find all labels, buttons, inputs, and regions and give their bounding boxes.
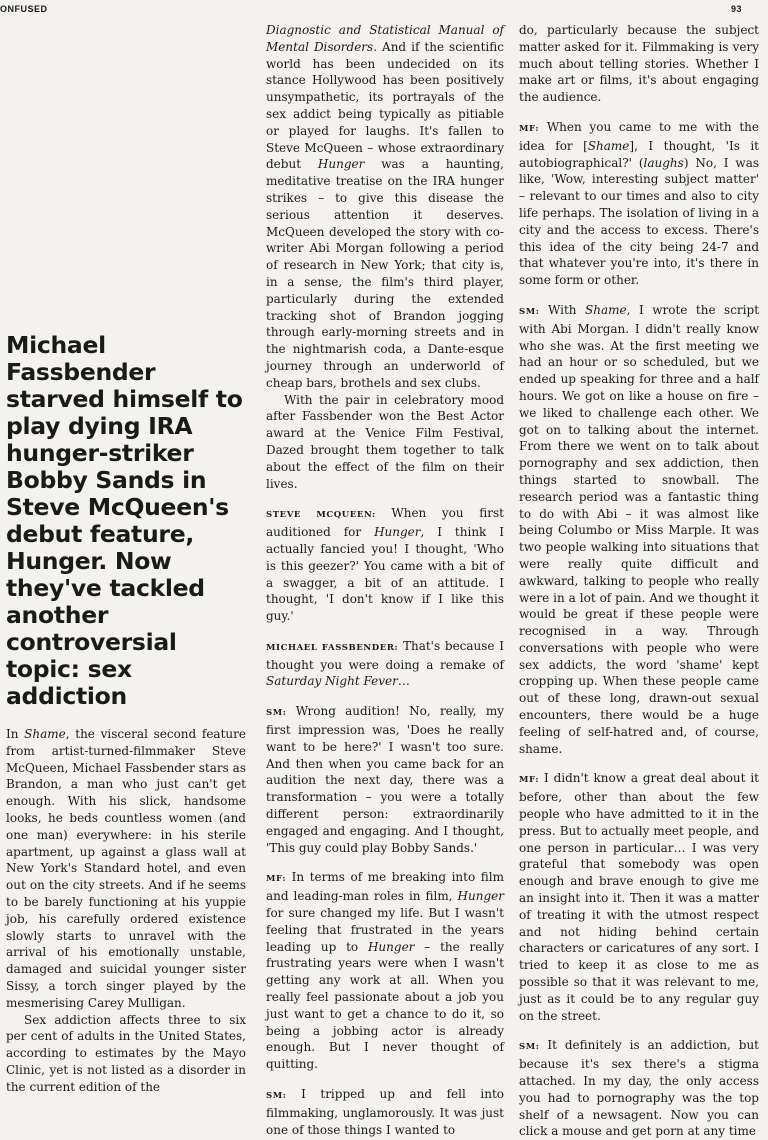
speaker-label: MF: [519, 123, 540, 134]
interview-answer: MICHAEL FASSBENDER: That's because I thought you were doing a remake of Saturday Night Fever… [266, 638, 505, 689]
speaker-label: SM: [266, 708, 287, 719]
body-paragraph: Diagnostic and Statistical Manual of Mental Disorders. And if the scientific world has been undecided on its stance Hollywood has been positively unsympathetic, its portrayals of the sex addict being typically as pitiable or played for laughs. It's fallen to Steve McQueen – whose extraordinary debut Hunger was a haunting, meditative treatise on the IRA hunger strikes – to give this disease the serious attention it deserves. McQueen developed the story with co-writer Abi Morgan following a period of research in New York; that city is, in a sense, the film's third player, particularly during the extended tracking shot of Brandon jogging through early-morning streets and in the nightmarish coda, a Dante-esque journey through an underworld of cheap bars, brothels and sex clubs. [266, 23, 504, 390]
speaker-label: STEVE MCQUEEN: [266, 510, 376, 521]
speaker-label: SM: [519, 306, 540, 317]
interview-answer: MF: When you came to me with the idea for [Shame], I thought, 'Is it autobiographical?' (laughs) No, I was like, 'Wow, interesting subject matter' – relevant to our times and also to city life perhaps. The isolation of living in a city and the access to excess. There's this idea of the city being 24-7 and that whatever you're into, it's there in some form or other. [519, 119, 759, 288]
interview-answer: SM: With Shame, I wrote the script with Abi Morgan. I didn't really know who she was. At the first meeting we had an hour or so scheduled, but we ended up speaking for three and a half hours. We got on like a house on fire – we liked to challenge each other. We got on to talking about the internet. From there we went on to talk about pornography and sex addiction, then things started to snowball. The research period was a fantastic thing to do with Abi – it was almost like being Columbo or Miss Marple. It was two people walking into situations that were really quite difficult and awkward, talking to people who really were in a lot of pain. And we thought it would be great if these people were recognised in a way. Through conversations with people who were sex addicts, the word 'shame' kept cropping up. When these people came out of these long, drawn-out sexual encounters, there would be a huge feeling of self-hatred and, of course, shame. [519, 302, 760, 756]
interview-answer: STEVE MCQUEEN: When you first auditioned for Hunger, I think I actually fancied you! I thought, 'Who is this geezer?' You came with a bit of a swagger, a bit of an attitude. I thought, 'I don't know if I like this guy.' [266, 506, 504, 624]
body-paragraph: do, particularly because the subject matter asked for it. Filmmaking is very much about telling stories. Whether I make art or films, it's about engaging the audience. [519, 23, 759, 105]
speaker-label: MF: [519, 775, 540, 786]
column-2 [266, 22, 504, 1138]
column-1 [6, 332, 246, 1096]
interview-answer: MF: I didn't know a great deal about it before, other than about the few people who have admitted to it in the press. But to actually meet people, and one person in particular… I was very grateful that somebody was open enough and brave enough to give me an insight into it. Then it was a matter of treating it with the utmost respect and not hiding behind certain characters or caricatures of any sort. I tried to keep it as close to me as possible so that it was relevant to me, just as it could be to any regular guy on the street. [519, 771, 759, 1023]
page-number: 93 [730, 4, 742, 14]
speaker-label: MF: [266, 874, 287, 885]
speaker-label: MICHAEL FASSBENDER: [266, 642, 399, 653]
speaker-label: SM: [266, 1091, 287, 1102]
intro-paragraph: In Shame, the visceral second feature from artist-turned-filmmaker Steve McQueen, Michael Fassbender stars as Brandon, a man who just can't get enough. With his slick, handsome looks, he beds countless women (and one man) everywhere: in his sterile apartment, up against a glass wall at New York's Standard hotel, and even out on the city streets. And if he seems to be barely functioning at his yuppie job, his carefully ordered existence slowly starts to unravel with the arrival of his emotionally unstable, damaged and suicidal younger sister Sissy, a torch singer played by the mesmerising Carey Mulligan. [6, 727, 246, 1010]
column-3 [519, 22, 759, 1140]
interview-answer: SM: It definitely is an addiction, but because it's sex there's a stigma attached. In my day, the only access you had to pornography was the top shelf of a newsagent. Now you can click a mouse and get porn at any time [519, 1038, 759, 1139]
pull-quote-deck: Michael Fassbender starved himself to play dying IRA hunger-striker Bobby Sands in Steve McQueen's debut feature, Hunger. Now they've tackled another controversial topic: sex addiction [6, 331, 243, 710]
interview-answer: SM: I tripped up and fell into filmmaking, unglamorously. It was just one of those things I wanted to [266, 1087, 504, 1137]
body-paragraph: Sex addiction affects three to six per cent of adults in the United States, according to estimates by the Mayo Clinic, yet is not listed as a disorder in the current edition of the [6, 1012, 246, 1094]
body-paragraph: With the pair in celebratory mood after Fassbender won the Best Actor award at the Venice Film Festival, Dazed brought them together to talk about the effect of the film on their lives. [266, 392, 504, 491]
interview-answer: SM: Wrong audition! No, really, my first impression was, 'Does he really want to be here?' I wasn't too sure. And then when you came back for an audition the next day, there was a transformation – you were a totally different person: extraordinarily engaged and engaging. And I thought, 'This guy could play Bobby Sands.' [266, 704, 504, 855]
section-header: ONFUSED [0, 4, 48, 14]
interview-answer: MF: In terms of me breaking into film and leading-man roles in film, Hunger for sure changed my life. But I wasn't feeling that frustrated in the years leading up to Hunger – the really frustrating years were when I wasn't getting any work at all. When you really feel passionate about a job you just want to get a chance to do it, so being a jobbing actor is already enough. But I never thought of quitting. [266, 870, 504, 1072]
speaker-label: SM: [519, 1042, 540, 1053]
